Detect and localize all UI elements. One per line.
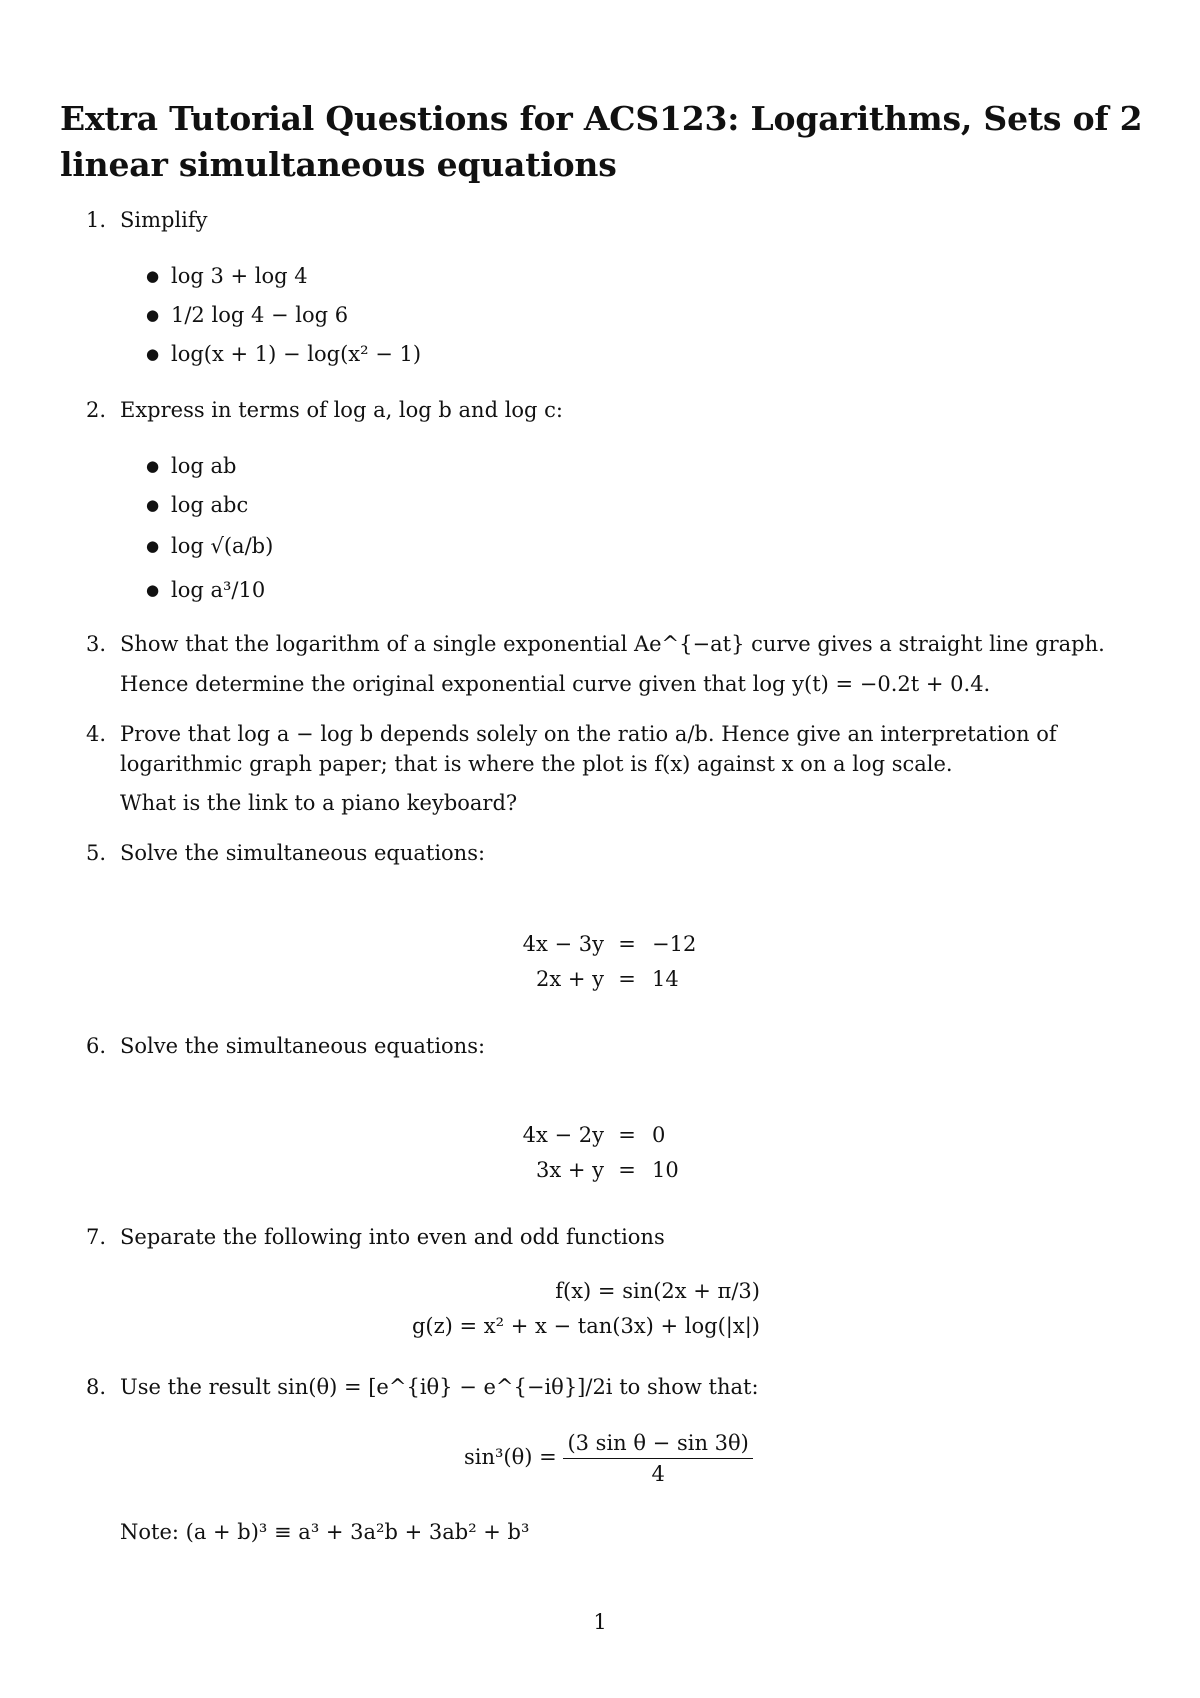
- question-text: Simplify: [120, 208, 208, 232]
- question-number: 6.: [86, 1034, 107, 1058]
- bullet-icon: ●: [146, 537, 160, 555]
- question-text: Separate the following into even and odd functions: [120, 1225, 665, 1249]
- bullet-icon: ●: [146, 496, 160, 514]
- fraction: [563, 1428, 752, 1489]
- page-title: Extra Tutorial Questions for ACS123: Logarithms, Sets of 2 linear simultaneous equations: [60, 99, 1143, 184]
- bullet-icon: ●: [146, 306, 160, 324]
- fraction-numerator: (3 sin θ − sin 3θ): [563, 1428, 752, 1459]
- equation-lhs: sin³(θ) =: [464, 1445, 557, 1469]
- question-number: 5.: [86, 841, 107, 865]
- question-number: 1.: [86, 208, 107, 232]
- page-number: 1: [593, 1610, 607, 1634]
- question-number: 4.: [86, 722, 107, 746]
- bullet-icon: ●: [146, 345, 160, 363]
- question-number: 3.: [86, 632, 107, 656]
- bullet-icon: ●: [146, 267, 160, 285]
- question-number: 7.: [86, 1225, 107, 1249]
- question-text: Express in terms of log a, log b and log c:: [120, 398, 564, 422]
- bullet-icon: ●: [146, 457, 160, 475]
- question-text: Prove that log a − log b depends solely on the ratio a/b. Hence give an interpretation of logarithmic graph paper; that is where the plot is f(x) against x on a log scale.: [120, 722, 1057, 776]
- display-equation: [464, 1428, 753, 1489]
- question-number: 2.: [86, 398, 107, 422]
- question-number: 8.: [86, 1375, 107, 1399]
- question-text: Show that the logarithm of a single exponential Ae^{−at} curve gives a straight line graph.: [120, 632, 1105, 656]
- fraction-denominator: 4: [651, 1462, 665, 1486]
- question-text: Use the result sin(θ) = [e^{iθ} − e^{−iθ}]/2i to show that:: [120, 1375, 759, 1399]
- document-page: Extra Tutorial Questions for ACS123: Logarithms, Sets of 2 linear simultaneous equations 1. Simplify ● log 3 + log 4 ● 1/2 log 4 − log 6 ● log(x + 1) − log(x² − 1) 2. Express in terms of log a, log b and log c: ● log ab ● log abc ● log √(a/b) ● log a³/10 3. Show that the logarithm of a single exponential Ae^{−at} curve gives a straight line graph. Hence determine the original exponential curve given that log y(t) = −0.2t + 0.4. 4. Prove that log a − log b depends solely on the ratio a/b. Hence give an interpretation of logarithmic graph paper; that is where the plot is f(x) against x on a log scale. What is the link to a piano keyboard? 5. Solve the simultaneous equations: 4x − 3y = −12 2x + y = 14 6. Solve the simultaneous equations: 4x − 2y = 0 3x + y = 10 7. Separate the following into even and odd functions f(x) = sin(2x + π/3) g(z) = x² + x − tan(3x) + log(|x|) 8. Use the result sin(θ) = [e^{iθ} − e^{−iθ}]/2i to show that: sin³(θ) = $\frac{\text{(3 sin θ − sin 3θ)}}{4}$ Note: (a + b)³ ≡ a³ + 3a²b + 3ab² + b³ 1: [0, 0, 1200, 1698]
- question-text: Solve the simultaneous equations:: [120, 841, 486, 865]
- bullet-icon: ●: [146, 581, 160, 599]
- question-text: Solve the simultaneous equations:: [120, 1034, 486, 1058]
